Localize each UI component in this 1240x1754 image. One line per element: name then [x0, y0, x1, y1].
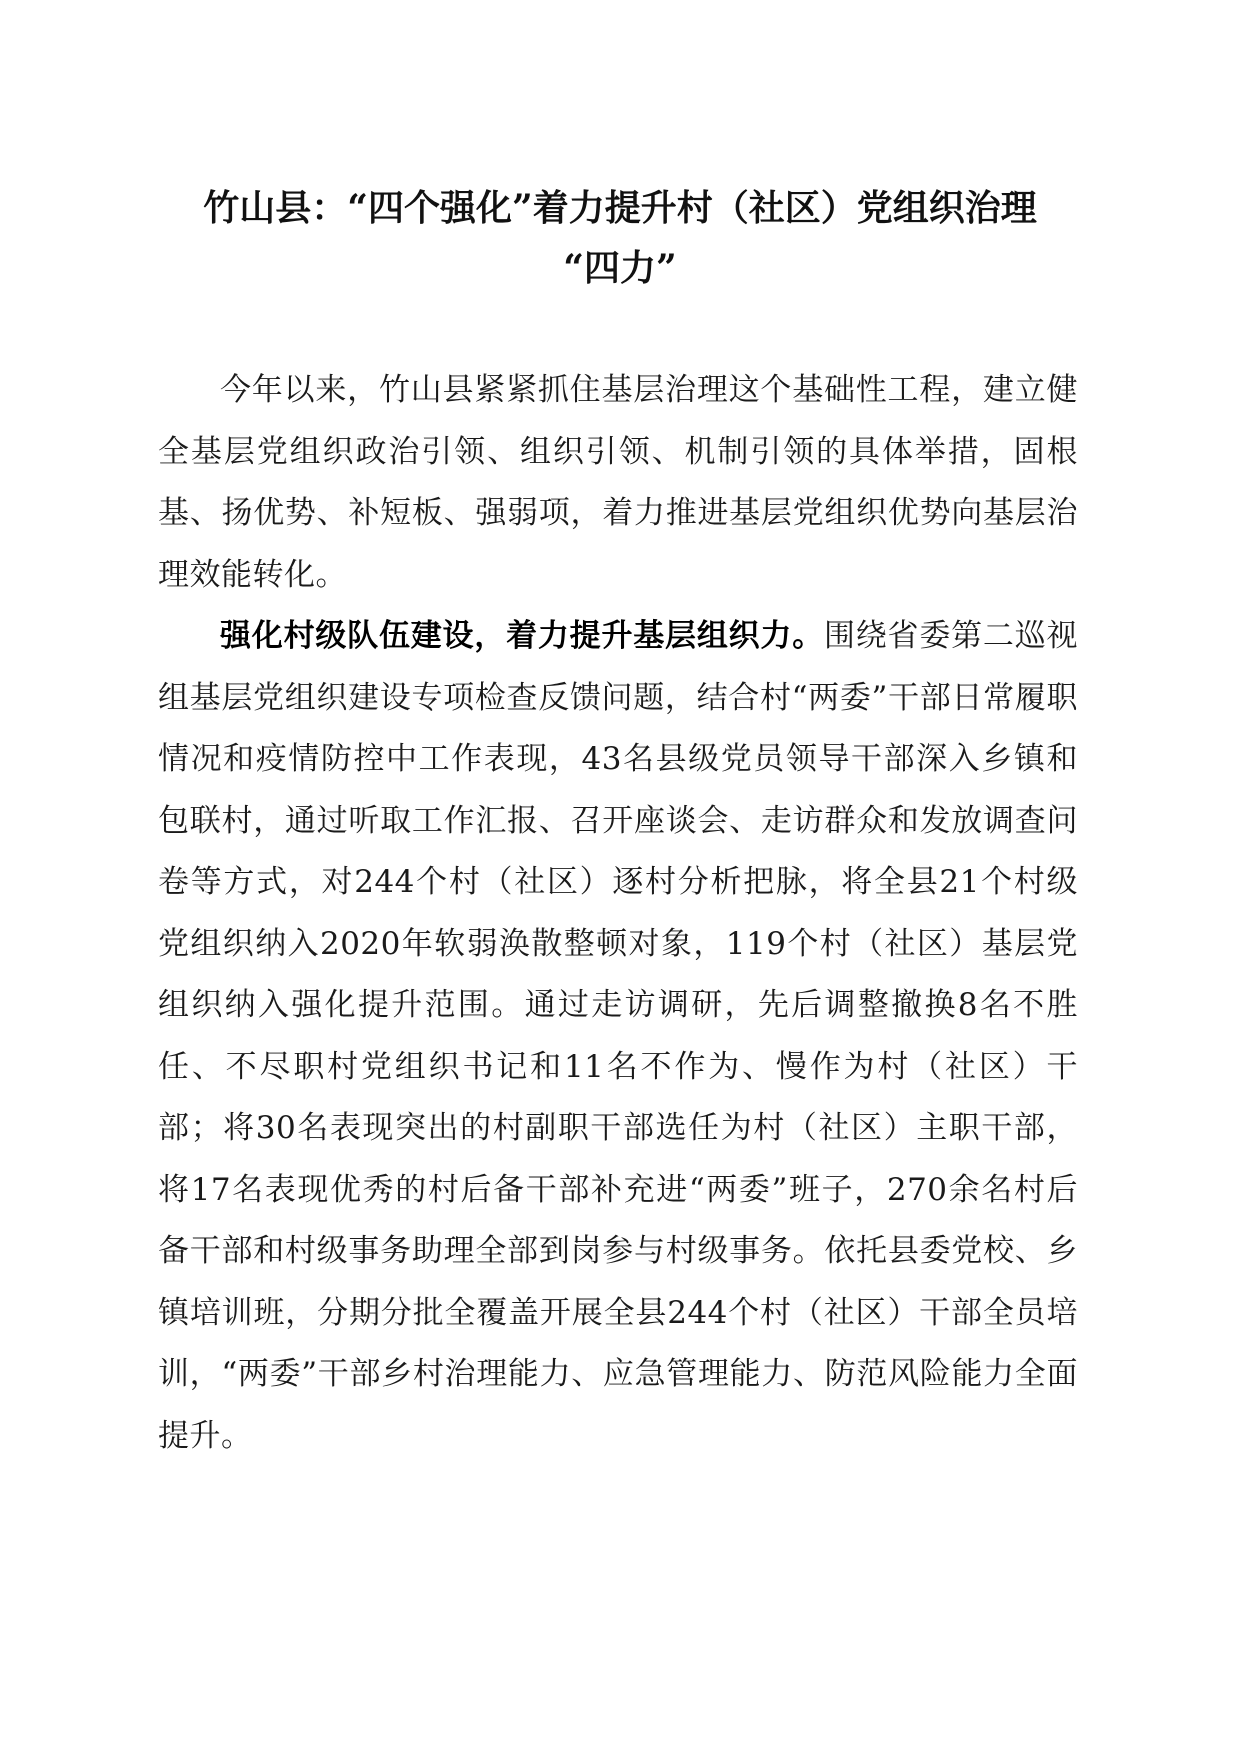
document-body: [158, 360, 1078, 1467]
section-heading: 强化村级队伍建设，着力提升基层组织力。: [220, 618, 824, 654]
intro-paragraph-text: 今年以来，竹山县紧紧抓住基层治理这个基础性工程，建立健全基层党组织政治引领、组织引领、机制引领的具体举措，固根基、扬优势、补短板、强弱项，着力推进基层党组织优势向基层治理效能转化。: [158, 372, 1078, 593]
title-line-2: “四力”: [563, 247, 677, 289]
document-title: [150, 178, 1090, 298]
intro-paragraph: [158, 360, 1078, 606]
section-paragraph: [158, 606, 1078, 1467]
title-line-1: 竹山县：“四个强化”着力提升村（社区）党组织治理: [203, 187, 1037, 229]
section-paragraph-text: 围绕省委第二巡视组基层党组织建设专项检查反馈问题，结合村“两委”干部日常履职情况和疫情防控中工作表现，43名县级党员领导干部深入乡镇和包联村，通过听取工作汇报、召开座谈会、走访群众和发放调查问卷等方式，对244个村（社区）逐村分析把脉，将全县21个村级党组织纳入2020年软弱涣散整顿对象，119个村（社区）基层党组织纳入强化提升范围。通过走访调研，先后调整撤换8名不胜任、不尽职村党组织书记和11名不作为、慢作为村（社区）干部；将30名表现突出的村副职干部选任为村（社区）主职干部，将17名表现优秀的村后备干部补充进“两委”班子，270余名村后备干部和村级事务助理全部到岗参与村级事务。依托县委党校、乡镇培训班，分期分批全覆盖开展全县244个村（社区）干部全员培训，“两委”干部乡村治理能力、应急管理能力、防范风险能力全面提升。: [158, 618, 1079, 1454]
